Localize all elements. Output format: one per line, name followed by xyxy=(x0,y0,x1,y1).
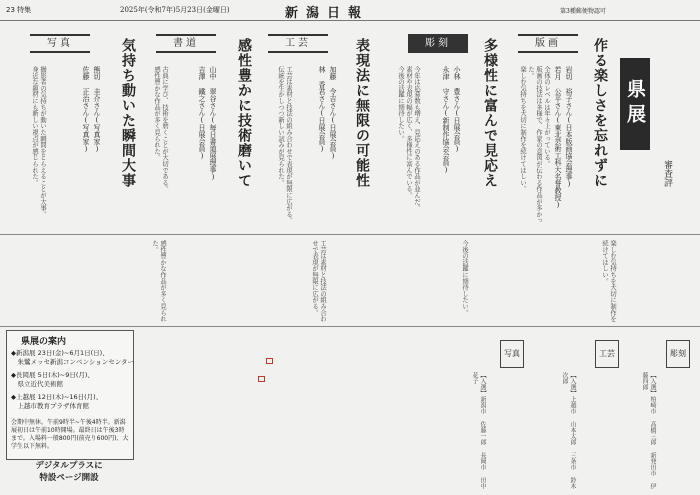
series-logo-kenten: 県展 xyxy=(620,58,650,150)
info-row: 県立近代美術館 xyxy=(11,380,63,388)
article-body-photography: 撮影者の気持ちが動いた瞬間をとらえることが大事。 身近な題材にも新しい視点が感じられた。 xyxy=(31,66,46,218)
info-row: ◆新潟展 23日(金)~6月1日(日)、 xyxy=(11,349,109,357)
headline-photography: 気持ち動いた瞬間大事 xyxy=(120,38,136,188)
paper-name: 新潟日報 xyxy=(285,6,370,21)
newspaper-header xyxy=(0,0,700,21)
digital-plus-notice: デジタルプラスに 特設ページ開設 xyxy=(35,461,103,483)
award-label-photography: 写真 xyxy=(500,340,524,368)
section-label-photography: 写真 xyxy=(30,34,90,53)
divider xyxy=(0,326,700,327)
info-row: 上越市教育プラザ体育館 xyxy=(11,402,89,410)
judge-name: 山中 翠谷さん(毎日書道展理事) xyxy=(209,66,217,181)
continuation-text: 工芸は素材と技法の組み合わせで表現が無限に広がる。 xyxy=(311,240,326,322)
section-label-crafts: 工芸 xyxy=(268,34,328,53)
continuation-text: 感性豊かな作品が多く見られた。 xyxy=(151,240,166,322)
award-list: 【入選】上越市 山本太郎 三条市 鈴木次郎 xyxy=(561,372,576,489)
article-body-calligraphy: 古典に学び、技術を磨くことが大切である。 感性豊かな作品が多く見られた。 xyxy=(153,66,168,192)
info-title: 県展の案内 xyxy=(21,337,67,347)
headline-crafts: 表現法に無限の可能性 xyxy=(354,38,370,188)
highlight-mark xyxy=(266,358,273,364)
judges-calligraphy xyxy=(196,66,218,181)
award-list: 【入選】柏崎市 高橋三郎 新発田市 伊藤四郎 xyxy=(641,372,656,489)
divider xyxy=(0,234,700,235)
judges-photography xyxy=(80,66,102,153)
award-label-sculpture: 彫刻 xyxy=(666,340,690,368)
continuation-text: 今後の活躍に期待したい。 xyxy=(461,240,468,316)
info-note: 会期中無休。午前9時半~午後4時半。新潟展初日は午前10時開場。最終日は午後3時まで。入場料一般800円(前売り600円)、大学生以下無料。 xyxy=(11,419,129,450)
headline-prints: 作る楽しさを忘れずに xyxy=(592,38,608,188)
section-label-prints: 版画 xyxy=(518,34,578,53)
judges-prints xyxy=(552,66,574,209)
info-row: 朱鷺メッセ新潟コンベンションセンター xyxy=(11,358,134,366)
judge-name: 熊切 圭介さん(写真家) xyxy=(93,66,101,153)
judge-name: 加藤 令吉さん(日展会員) xyxy=(329,66,337,160)
exhibition-info-box xyxy=(6,330,134,460)
judge-name: 永津 守さん(新制作協会会員) xyxy=(442,66,450,174)
judges-sculpture xyxy=(440,66,462,174)
headline-sculpture: 多様性に富んで見応え xyxy=(482,38,498,188)
series-subtitle: 審査評 xyxy=(662,160,672,187)
info-row: ◆長岡展 5日(木)~9日(月)、 xyxy=(11,371,94,379)
info-row: ◆上越展 12日(木)~16日(月)、 xyxy=(11,393,103,401)
award-label-crafts: 工芸 xyxy=(595,340,619,368)
highlight-mark xyxy=(258,376,265,382)
judge-name: 岩切 裕子さん(日本版画協会理事) xyxy=(565,66,573,188)
judge-name: 小林 豊さん(日展会員) xyxy=(453,66,461,153)
headline-calligraphy: 感性豊かに技術磨いて xyxy=(236,38,252,188)
award-list: 【入選】新潟市 佐藤一郎 長岡市 田中花子 xyxy=(471,372,486,489)
judge-name: 林 香君さん(日展会員) xyxy=(318,66,326,153)
page-number: 23 特集 xyxy=(6,6,32,14)
judges-crafts xyxy=(316,66,338,160)
article-body-sculpture: 今年は応募数も増え、見応えのある作品が並んだ。 素材や表現の幅が広く、多様性に富んでいる。 今後の活躍に期待したい。 xyxy=(397,66,420,211)
article-body-prints: 全体のレベルは年々上がっている。 版画の技法は多様で、作家の意図が伝わる作品が多かった。 楽しむ気持ちを大切に制作を続けてほしい。 xyxy=(519,66,550,224)
judge-name: 吉澤 鐵之さん(日展会員) xyxy=(198,66,206,160)
issue-date: 2025年(令和7年)5月23日(金曜日) xyxy=(120,6,230,14)
section-label-calligraphy: 書道 xyxy=(156,34,216,53)
article-body-crafts: 工芸は素材と技法の組み合わせで表現が無限に広がる。 伝統を生かしつつ新しい試みが見られた。 xyxy=(277,66,292,224)
judge-name: 若月 公平さん(東北芸術工科大名誉教授) xyxy=(554,66,562,209)
judge-name: 佐藤 正治さん(写真家) xyxy=(82,66,90,153)
section-label-sculpture: 彫刻 xyxy=(408,34,468,53)
continuation-text: 楽しむ気持ちを大切に制作を続けてほしい。 xyxy=(601,240,616,322)
postal-registration: 第3種郵便物認可 xyxy=(560,8,606,15)
